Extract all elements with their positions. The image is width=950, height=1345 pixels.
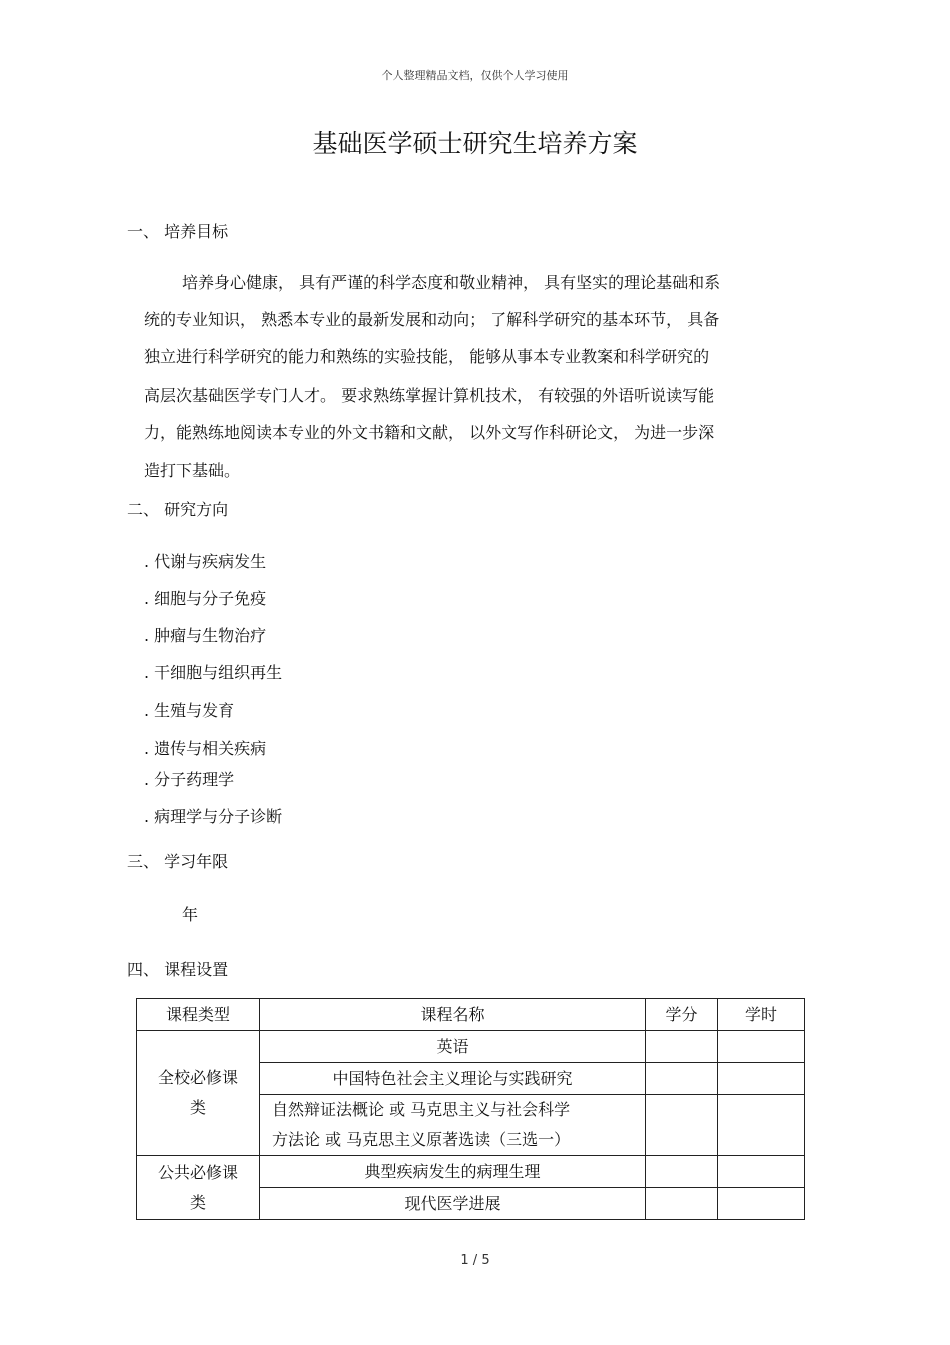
goal-paragraph-line: 培养身心健康， 具有严谨的科学态度和敬业精神， 具有坚实的理论基础和系 <box>182 273 721 292</box>
course-name: 中国特色社会主义理论与实践研究 <box>260 1063 646 1095</box>
section-heading-duration: 三、 学习年限 <box>127 852 229 871</box>
direction-item: . 肿瘤与生物治疗 <box>144 626 267 645</box>
column-header: 学时 <box>718 999 805 1031</box>
section-heading-courses: 四、 课程设置 <box>127 960 229 979</box>
hours-cell <box>718 1031 805 1063</box>
course-table <box>136 998 805 1220</box>
goal-paragraph-line: 高层次基础医学专门人才。 要求熟练掌握计算机技术， 有较强的外语听说读写能 <box>144 386 715 405</box>
table-header-row <box>137 999 805 1031</box>
credit-cell <box>646 1156 718 1188</box>
hours-cell <box>718 1156 805 1188</box>
course-category-text: 公共必修课 <box>157 1162 238 1182</box>
page-header-note: 个人整理精品文档，仅供个人学习使用 <box>381 69 569 82</box>
hours-cell <box>718 1188 805 1220</box>
direction-item: . 细胞与分子免疫 <box>144 589 267 608</box>
course-name-line: 方法论 或 马克思主义原著选读（三选一） <box>272 1130 571 1149</box>
table-row <box>137 1031 805 1063</box>
goal-paragraph-line: 力，能熟练地阅读本专业的外文书籍和文献， 以外文写作科研论文， 为进一步深 <box>144 423 715 442</box>
table-row <box>137 1156 805 1188</box>
direction-item: . 遗传与相关疾病 <box>144 739 267 758</box>
hours-cell <box>718 1095 805 1156</box>
goal-paragraph-line: 统的专业知识， 熟悉本专业的最新发展和动向； 了解科学研究的基本环节， 具备 <box>144 310 720 329</box>
direction-item: . 代谢与疾病发生 <box>144 552 267 571</box>
direction-item: . 分子药理学 <box>144 770 235 789</box>
course-category-cell <box>137 1031 260 1156</box>
course-category-text: 类 <box>189 1192 206 1212</box>
section-heading-directions: 二、 研究方向 <box>127 500 229 519</box>
direction-item: . 生殖与发育 <box>144 701 235 720</box>
goal-paragraph-line: 独立进行科学研究的能力和熟练的实验技能， 能够从事本专业教案和科学研究的 <box>144 347 710 366</box>
hours-cell <box>718 1063 805 1095</box>
column-header: 课程类型 <box>137 999 260 1031</box>
credit-cell <box>646 1031 718 1063</box>
document-title: 基础医学硕士研究生培养方案 <box>312 129 638 158</box>
section-heading-goal: 一、 培养目标 <box>127 222 229 241</box>
credit-cell <box>646 1188 718 1220</box>
course-category-text: 类 <box>189 1098 206 1117</box>
page-number: 1 / 5 <box>460 1253 490 1268</box>
course-name: 英语 <box>260 1031 646 1063</box>
goal-paragraph-line: 造打下基础。 <box>144 461 241 480</box>
direction-item: . 病理学与分子诊断 <box>144 807 283 826</box>
course-name: 现代医学进展 <box>260 1188 646 1220</box>
course-name-cell <box>260 1095 646 1156</box>
course-category-text: 全校必修课 <box>157 1068 238 1087</box>
duration-value: 年 <box>182 905 199 924</box>
course-name: 典型疾病发生的病理生理 <box>260 1156 646 1188</box>
column-header: 学分 <box>646 999 718 1031</box>
credit-cell <box>646 1063 718 1095</box>
credit-cell <box>646 1095 718 1156</box>
direction-item: . 干细胞与组织再生 <box>144 663 283 682</box>
column-header: 课程名称 <box>260 999 646 1031</box>
course-name-line: 自然辩证法概论 或 马克思主义与社会科学 <box>272 1100 571 1119</box>
course-category-cell <box>137 1156 260 1220</box>
